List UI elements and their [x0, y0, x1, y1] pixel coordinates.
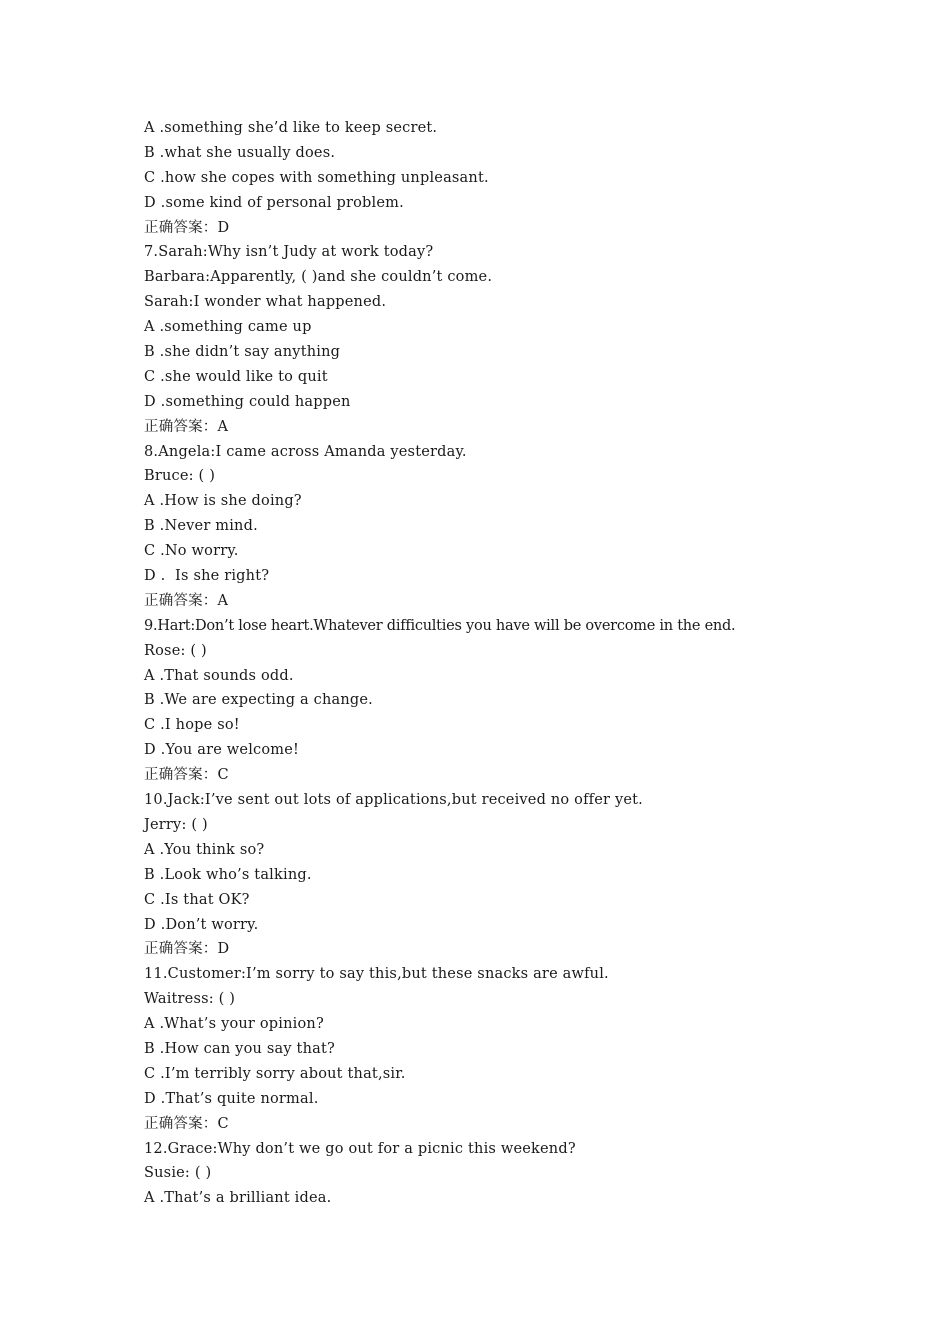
- text-line: D .You are welcome!: [144, 742, 300, 759]
- question-line: 8.Angela:I came across Amanda yesterday.: [144, 443, 467, 460]
- text-line: C .she would like to quit: [144, 368, 328, 385]
- answer-line: 正确答案：A: [144, 418, 229, 435]
- question-line: 12.Grace:Why don’t we go out for a picnic this weekend?: [144, 1140, 576, 1157]
- text-line: D .something could happen: [144, 393, 351, 410]
- answer-line: 正确答案：C: [144, 1115, 229, 1132]
- text-line: Barbara:Apparently, ( )and she couldn’t come.: [144, 269, 493, 286]
- text-line: Jerry: ( ): [144, 816, 208, 833]
- text-line: Rose: ( ): [144, 642, 207, 659]
- text-line: B .she didn’t say anything: [144, 344, 341, 361]
- text-line: B .We are expecting a change.: [144, 692, 373, 709]
- answer-line: 正确答案：C: [144, 767, 229, 784]
- text-line: Bruce: ( ): [144, 468, 216, 485]
- answer-line: 正确答案：D: [144, 941, 230, 958]
- text-line: B .Never mind.: [144, 518, 258, 535]
- text-line: A .something she’d like to keep secret.: [144, 120, 438, 136]
- text-line: B .Look who’s talking.: [144, 866, 312, 883]
- text-line: C .I hope so!: [144, 717, 240, 734]
- text-line: B .what she usually does.: [144, 144, 336, 161]
- question-line: 11.Customer:I’m sorry to say this,but these snacks are awful.: [144, 966, 609, 983]
- text-line: A .something came up: [144, 319, 312, 336]
- text-line: A .What’s your opinion?: [144, 1016, 324, 1033]
- answer-line: 正确答案：A: [144, 592, 229, 609]
- text-line: C .how she copes with something unpleasant.: [144, 169, 489, 186]
- text-line: C .No worry.: [144, 543, 239, 560]
- text-line: Sarah:I wonder what happened.: [144, 294, 387, 311]
- text-line: C .I’m terribly sorry about that,sir.: [144, 1065, 406, 1082]
- question-line: 7.Sarah:Why isn’t Judy at work today?: [144, 244, 434, 261]
- text-line: Susie: ( ): [144, 1165, 212, 1182]
- text-line: D .That’s quite normal.: [144, 1090, 319, 1107]
- text-line: A .That sounds odd.: [144, 667, 294, 684]
- text-line: A .How is she doing?: [144, 493, 302, 510]
- question-line: 9.Hart:Don’t lose heart.Whatever difficulties you have will be overcome in the end.: [144, 617, 736, 634]
- text-line: A .That’s a brilliant idea.: [144, 1190, 332, 1207]
- answer-line: 正确答案：D: [144, 219, 230, 236]
- text-line: A .You think so?: [144, 841, 265, 858]
- text-line: C .Is that OK?: [144, 891, 250, 908]
- text-line: D .some kind of personal problem.: [144, 194, 404, 211]
- text-line: Waitress: ( ): [144, 991, 236, 1008]
- question-line: 10.Jack:I’ve sent out lots of applications,but received no offer yet.: [144, 792, 643, 809]
- text-line: B .How can you say that?: [144, 1040, 335, 1057]
- text-line: D . Is she right?: [144, 568, 270, 585]
- text-line: D .Don’t worry.: [144, 916, 259, 933]
- document-page: [144, 116, 834, 1211]
